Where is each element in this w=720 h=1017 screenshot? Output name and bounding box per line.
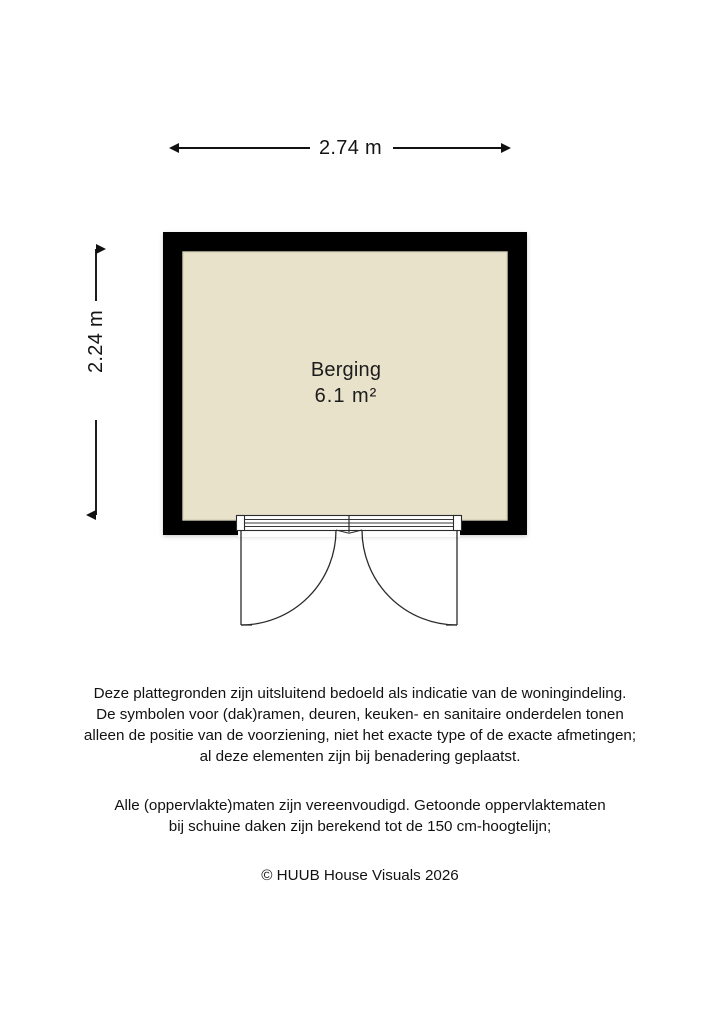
dimension-width-label: 2.74 m [310, 138, 391, 158]
door-jamb-right [454, 516, 462, 531]
door-leaf-left-swing-arc [241, 530, 336, 625]
room-floor [183, 252, 507, 520]
room-area: 6.1 m² [314, 384, 378, 407]
door-leaf-right [350, 530, 457, 625]
door-leaf-left [241, 530, 348, 625]
door-leaf-right-swing-arc [362, 530, 457, 625]
copyright-notice: © HUUB House Visuals 2026 [261, 867, 459, 884]
disclaimer-block [0, 683, 720, 886]
disclaimer-p1-line-2: De symbolen voor (dak)ramen, deuren, keuken- en sanitaire onderdelen tonen [96, 706, 624, 723]
door-jamb-left [237, 516, 245, 531]
disclaimer-p1-line-4: al deze elementen zijn bij benadering geplaatst. [199, 748, 521, 765]
disclaimer-p1-line-3: alleen de positie van de voorziening, niet het exacte type of de exacte afmetingen; [83, 727, 637, 744]
disclaimer-p2-line-2: bij schuine daken zijn berekend tot de 150 cm-hoogtelijn; [168, 818, 552, 835]
room-name: Berging [310, 359, 382, 381]
disclaimer-paragraph-2 [0, 795, 720, 837]
disclaimer-paragraph-1 [0, 683, 720, 767]
disclaimer-p1-line-1: Deze plattegronden zijn uitsluitend bedoeld als indicatie van de woningindeling. [93, 685, 627, 702]
disclaimer-p2-line-1: Alle (oppervlakte)maten zijn vereenvoudigd. Getoonde oppervlaktematen [114, 797, 606, 814]
dimension-height-label: 2.24 m [86, 301, 106, 382]
